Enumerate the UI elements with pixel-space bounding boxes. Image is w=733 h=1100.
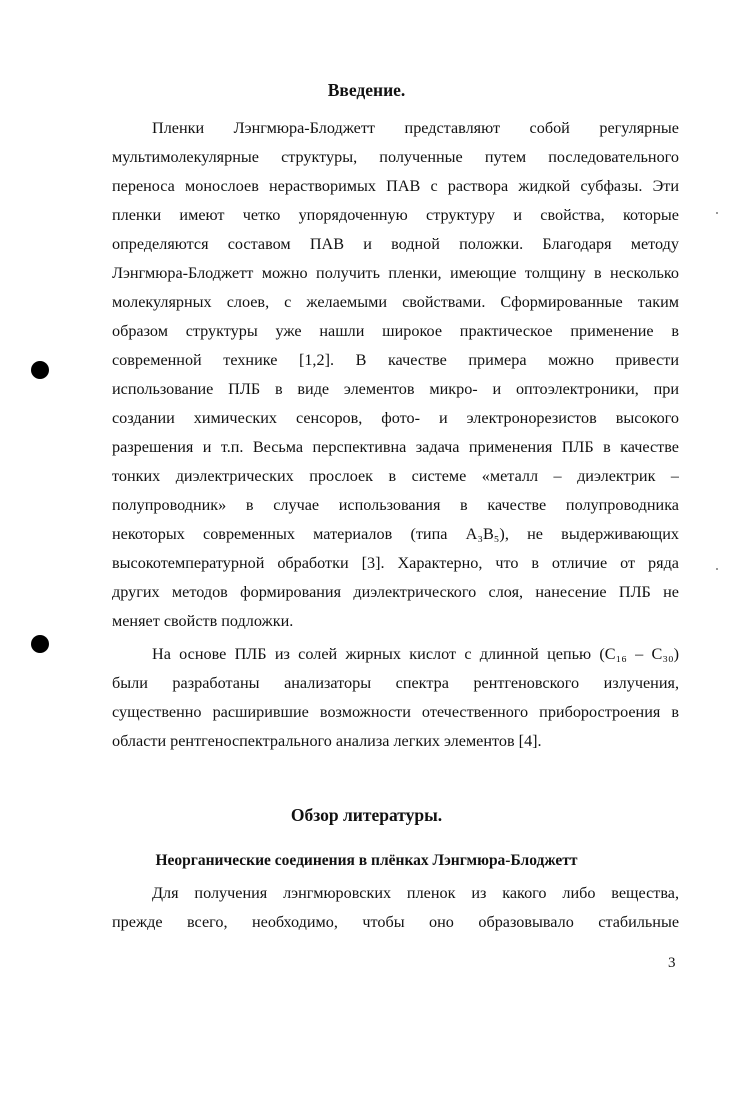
text-line: пленки имеют четко упорядоченную структуру и свойства, которые bbox=[112, 206, 679, 224]
text-line: были разработаны анализаторы спектра рентгеновского излучения, bbox=[112, 674, 679, 692]
text-line: некоторых современных материалов (типа A₃B₅), не выдерживающих bbox=[112, 525, 679, 543]
text-line: других методов формирования диэлектрического слоя, нанесение ПЛБ не bbox=[112, 583, 679, 601]
text-line: высокотемпературной обработки [3]. Характерно, что в отличие от ряда bbox=[112, 554, 679, 572]
text-line: тонких диэлектрических прослоек в системе «металл – диэлектрик – bbox=[112, 467, 679, 485]
text-line: переноса монослоев нерастворимых ПАВ с раствора жидкой субфазы. Эти bbox=[112, 177, 679, 195]
text-line: Лэнгмюра-Блоджетт можно получить пленки, имеющие толщину в несколько bbox=[112, 264, 679, 282]
review-heading: Обзор литературы. bbox=[290, 805, 443, 825]
scan-speck bbox=[716, 212, 718, 214]
text-line: определяются составом ПАВ и водной положки. Благодаря методу bbox=[112, 235, 679, 253]
binder-hole-mark bbox=[31, 635, 49, 653]
text-line: меняет свойств подложки. bbox=[112, 612, 294, 630]
text-line: образом структуры уже нашли широкое практическое применение в bbox=[112, 322, 679, 340]
text-line: молекулярных слоев, с желаемыми свойствами. Сформированные таким bbox=[112, 293, 679, 311]
text-line: существенно расширившие возможности отечественного приборостроения в bbox=[112, 703, 679, 721]
text-line: области рентгеноспектрального анализа легких элементов [4]. bbox=[112, 732, 542, 750]
text-line: создании химических сенсоров, фото- и электронорезистов высокого bbox=[112, 409, 679, 427]
text-line: полупроводник» в случае использования в качестве полупроводника bbox=[112, 496, 679, 514]
review-subheading: Неорганические соединения в плёнках Лэнгмюра-Блоджетт bbox=[155, 852, 578, 869]
scan-speck bbox=[716, 568, 718, 570]
text-line: Пленки Лэнгмюра-Блоджетт представляют собой регулярные bbox=[152, 119, 679, 137]
text-line: использование ПЛБ в виде элементов микро- и оптоэлектроники, при bbox=[112, 380, 679, 398]
text-line: прежде всего, необходимо, чтобы оно образовывало стабильные bbox=[112, 913, 679, 931]
binder-hole-mark bbox=[31, 361, 49, 379]
text-line: разрешения и т.п. Весьма перспективна задача применения ПЛБ в качестве bbox=[112, 438, 679, 456]
text-line: Для получения лэнгмюровских пленок из какого либо вещества, bbox=[152, 884, 679, 902]
text-line: современной технике [1,2]. В качестве примера можно привести bbox=[112, 351, 679, 369]
page-number: 3 bbox=[668, 955, 676, 971]
text-line: На основе ПЛБ из солей жирных кислот с длинной цепью (C₁₆ – C₃₀) bbox=[152, 645, 679, 663]
intro-heading: Введение. bbox=[327, 80, 406, 100]
text-line: мультимолекулярные структуры, полученные путем последовательного bbox=[112, 148, 679, 166]
